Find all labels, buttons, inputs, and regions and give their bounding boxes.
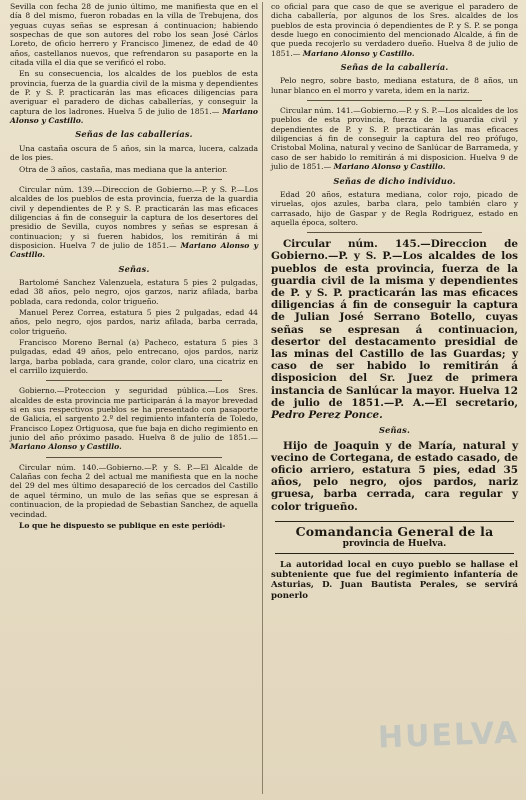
circular-139: Circular núm. 139.—Direccion de Gobierno.—P. y S. P.—Los alcaldes de los pueblos de esta provincia, fuerza de la guardia civil y dependientes de P. y S. P. practicarán las mas eficaces diligencias á fin de conseguir la captura de los desertores del presidio de Sevilla, cuyos nombres y señas se espresan á continuacion; y si fueren habidos, los remitirán á mi disposicion. Huelva 7 de julio de 1851.— Mariano Alonso y Castillo.	[10, 184, 258, 260]
separator-rule	[46, 457, 222, 458]
comandancia-text-block	[271, 560, 518, 601]
signature: Mariano Alonso y Castillo.	[333, 162, 446, 172]
article-text: En su consecuencia, los alcaldes de los pueblos de esta provincia, fuerza de la guardia civil de la misma y dependientes de P. y S. P. practicarán las mas eficaces diligencias para averiguar el paradero de dichas caballerías, y conseguir la captura de los ladrones. Huelva 5 de julio de 1851.— Mariano Alonso y Castillo.	[10, 69, 258, 126]
article-text: Otra de 3 años, castaña, mas mediana que la anterior.	[19, 164, 228, 174]
right-column	[271, 2, 518, 603]
article-text: La autoridad local en cuyo pueblo se hallase el subteniente que fue del regimiento infantería de Asturias, D. Juan Bautista Perales, se servirá ponerlo	[271, 559, 518, 601]
separator-rule	[46, 380, 222, 381]
article-text: Pelo negro, sobre basto, mediana estatura, de 8 años, un lunar blanco en el morro y vareta, idem en la nariz.	[271, 76, 518, 95]
circular-145-block	[271, 238, 518, 421]
gobierno-notice: Gobierno.—Proteccion y seguridad pública.—Los Sres. alcaldes de esta provincia me participarán á la mayor brevedad si en sus respectivos pueblos se ha presentado con pasaporte de Galicia, el sargento 2.º del regimiento infantería de Toledo, Francisco Lopez Ortiguosa, que fue baja en dicho regimiento en junio del año próximo pasado. Huelva 8 de julio de 1851.— Mariano Alonso y Castillo.	[10, 386, 258, 452]
article-text: Edad 20 años, estatura mediana, color rojo, picado de viruelas, ojos azules, barba clara, pelo también claro y carrasado, hijo de Gaspar y de Regla Rodriguez, estado en aquella época, soltero.	[271, 189, 518, 227]
comandancia-subtitle: provincia de Huelva.	[342, 538, 447, 549]
separator-rule	[307, 100, 482, 101]
left-column	[10, 2, 258, 532]
section-heading: Señas.	[118, 263, 150, 274]
description-entry: Manuel Perez Correa, estatura 5 pies 2 pulgadas, edad 44 años, pelo negro, ojos pardos, nariz afilada, barba cerrada, color trigueño.	[10, 307, 258, 336]
description-entry: Hijo de Joaquin y de María, natural y vecino de Cortegana, de estado casado, de oficio arriero, estatura 5 pies, edad 35 años, pelo negro, ojos pardos, nariz gruesa, barba cerrada, cara regular y color trigueño.	[271, 439, 518, 513]
separator-rule	[307, 232, 482, 233]
column-divider	[262, 2, 263, 794]
section-heading: Señas de dicho individuo.	[333, 175, 456, 186]
signature: Mariano Alonso y Castillo.	[302, 48, 415, 58]
article-text: Lo que he dispuesto se publique en este periódi-	[19, 520, 226, 530]
description-entry: Bartolomé Sanchez Valenzuela, estatura 5 pies 2 pulgadas, edad 38 años, pelo negro, ojos garzos, nariz afilada, barba poblada, cara redonda, color trigueño.	[10, 277, 258, 306]
article-text: Sevilla con fecha 28 de junio último, me manifiesta que en el día 8 del mismo, fueron robadas en la villa de Trebujena, dos yeguas cuyas señas se espresan á continuacion; habiendo sospechas de que son autores del robo los sean José Cárlos Loreto, de oficio herrero y Francisco Jimenez, de edad de 40 años, castellanos nuevos, que refrendaron su pasaporte en la citada villa el dia que se verificó el robo.	[10, 2, 258, 68]
separator-rule	[46, 179, 222, 180]
section-heading: Señas de las caballerías.	[75, 129, 193, 140]
circular-145: Circular núm. 145.—Direccion de Gobierno.—P. y S. P.—Los alcaldes de los pueblos de esta provincia, fuerza de la guardia civil de la misma y dependientes de P. y S. P. practicarán las mas eficaces diligencias á fin de conseguir la captura de Julian José Serrano Botello, cuyas señas se espresan á continuacion, desertor del destacamento presidial de las minas del Castillo de las Guardas; y caso de ser habido lo remitirán á disposicion del Sr. Juez de primera instancia de Sanlúcar la mayor. Huelva 12 de julio de 1851.—P. A.—El secretario, Pedro Perez Ponce.	[271, 238, 518, 422]
signature: Mariano Alonso y Castillo.	[10, 442, 122, 452]
article-text: co oficial para que caso de que se averigue el paradero de dicha caballería, por algunos de los Sres. alcaldes de los pueblos de esta provincia ó dependientes de P. y S. P. se ponga desde luego en conocimiento del mencionado Alcalde, á fin de que pueda recojerlo su verdadero dueño. Huelva 8 de julio de 1851.— Mariano Alonso y Castillo.	[271, 2, 518, 58]
signature: Mariano Alonso y Castillo.	[10, 106, 258, 126]
section-heading: Señas de la caballería.	[340, 62, 449, 73]
archive-watermark: HUELVA	[377, 715, 520, 756]
signature: Pedro Perez Ponce.	[271, 409, 383, 422]
comandancia-header	[275, 521, 514, 554]
section-heading: Señas.	[378, 425, 411, 436]
circular-141: Circular núm. 141.—Gobierno.—P. y S. P.—Los alcaldes de los pueblos de esta provincia, fuerza de la guardia civil y dependientes de P. y S. P. practicarán las mas eficaces diligencias á fin de conseguir la captura del reo prófugo, Cristobal Molina, natural y vecino de Sanlúcar de Barrameda, y caso de ser habido lo remitirán á mi disposicion. Huelva 9 de julio de 1851.— Mariano Alonso y Castillo.	[271, 106, 518, 172]
comandancia-title: Comandancia General de la	[295, 523, 494, 539]
signature: Mariano Alonso y Castillo.	[10, 240, 258, 260]
description-block	[271, 440, 518, 513]
article-text: Una castaña oscura de 5 años, sin la marca, lucera, calzada de los pies.	[10, 143, 258, 163]
circular-140: Circular núm. 140.—Gobierno.—P. y S. P.—El Alcalde de Calañas con fecha 2 del actual me manifiesta que en la noche del 29 del mes último desapareció de los cercados del Castillo de aquel término, un mulo de las señas que se espresan á continuacion, de la propiedad de Sebastian Sanchez, de aquella vecindad.	[10, 462, 258, 519]
description-entry: Francisco Moreno Bernal (a) Pacheco, estatura 5 pies 3 pulgadas, edad 49 años, pelo entrecano, ojos pardos, nariz larga, barba poblada, cara grande, color claro, una cicatriz en el carrillo izquierdo.	[10, 338, 258, 376]
